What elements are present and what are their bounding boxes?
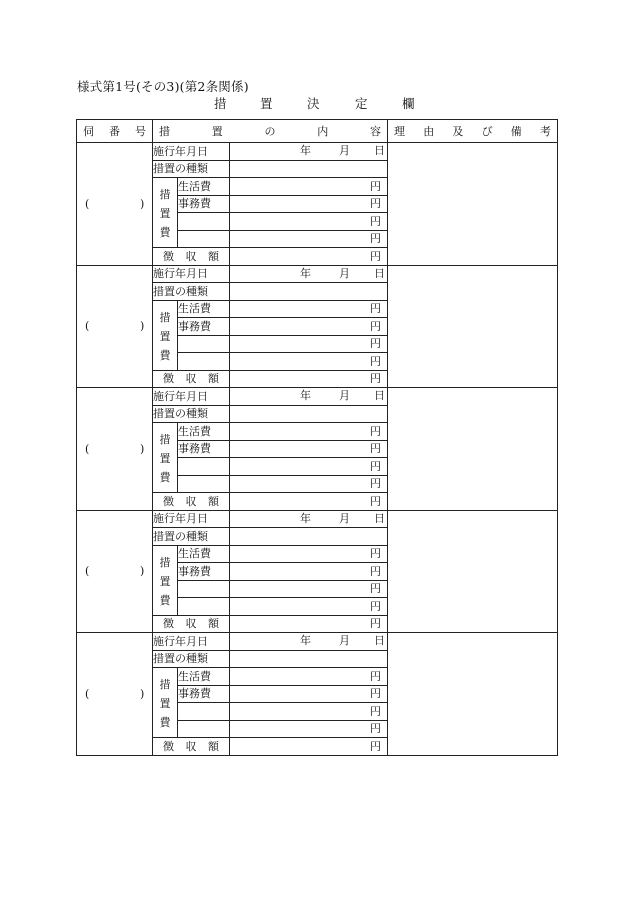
header-reason-remarks: 理 由 及 び 備 考 <box>388 120 558 143</box>
measure-type-value[interactable] <box>230 283 388 301</box>
collection-amount-value[interactable]: 円 <box>230 370 388 388</box>
measure-type-label: 措置の種類 <box>153 650 230 668</box>
inquiry-number-cell[interactable] <box>77 265 153 388</box>
blank-cost-amount[interactable]: 円 <box>230 720 388 738</box>
measure-type-label: 措置の種類 <box>153 160 230 178</box>
header-inquiry-number: 伺 番 号 <box>77 120 153 143</box>
measure-type-value[interactable] <box>230 405 388 423</box>
date-month-unit: 月 <box>339 511 350 525</box>
date-month-unit: 月 <box>339 266 350 280</box>
enforcement-date-value[interactable] <box>230 265 388 283</box>
open-paren: ( <box>85 687 90 701</box>
date-day-unit: 日 <box>374 511 385 525</box>
reason-remarks-cell[interactable] <box>388 633 558 756</box>
inquiry-number-cell[interactable] <box>77 633 153 756</box>
close-paren: ) <box>140 442 145 456</box>
office-cost-label: 事務費 <box>178 440 230 458</box>
blank-cost-label[interactable] <box>178 458 230 476</box>
open-paren: ( <box>85 319 90 333</box>
living-cost-amount[interactable]: 円 <box>230 545 388 563</box>
enforcement-date-label: 施行年月日 <box>153 388 230 406</box>
living-cost-amount[interactable]: 円 <box>230 300 388 318</box>
measure-type-value[interactable] <box>230 528 388 546</box>
title-char: 措 <box>214 96 227 111</box>
collection-amount-value[interactable]: 円 <box>230 738 388 756</box>
measure-cost-label: 措 置 費 <box>153 668 178 738</box>
enforcement-date-value[interactable] <box>230 510 388 528</box>
close-paren: ) <box>140 564 145 578</box>
blank-cost-amount[interactable]: 円 <box>230 475 388 493</box>
inquiry-number-cell[interactable] <box>77 388 153 511</box>
blank-cost-amount[interactable]: 円 <box>230 335 388 353</box>
reason-remarks-cell[interactable] <box>388 143 558 266</box>
measure-cost-label: 措 置 費 <box>153 423 178 493</box>
blank-cost-label[interactable] <box>178 230 230 248</box>
living-cost-label: 生活費 <box>178 178 230 196</box>
date-day-unit: 日 <box>374 634 385 647</box>
measure-cost-label: 措 置 費 <box>153 178 178 248</box>
enforcement-date-label: 施行年月日 <box>153 510 230 528</box>
blank-cost-label[interactable] <box>178 598 230 616</box>
title-char: 定 <box>355 96 368 111</box>
office-cost-label: 事務費 <box>178 195 230 213</box>
blank-cost-label[interactable] <box>178 475 230 493</box>
enforcement-date-value[interactable] <box>230 388 388 406</box>
date-year-unit: 年 <box>300 389 311 402</box>
decision-table-body <box>77 120 558 756</box>
date-month-unit: 月 <box>339 144 350 157</box>
office-cost-label: 事務費 <box>178 563 230 581</box>
inquiry-number-cell[interactable] <box>77 510 153 633</box>
blank-cost-label[interactable] <box>178 353 230 371</box>
office-cost-amount[interactable]: 円 <box>230 685 388 703</box>
date-year-unit: 年 <box>300 634 311 647</box>
measure-type-label: 措置の種類 <box>153 405 230 423</box>
reason-remarks-cell[interactable] <box>388 265 558 388</box>
measure-type-value[interactable] <box>230 160 388 178</box>
date-row <box>77 265 558 283</box>
inquiry-number-cell[interactable] <box>77 143 153 266</box>
living-cost-amount[interactable]: 円 <box>230 668 388 686</box>
open-paren: ( <box>85 197 90 211</box>
blank-cost-label[interactable] <box>178 213 230 231</box>
collection-amount-label: 徴 収 額 <box>153 615 230 633</box>
living-cost-label: 生活費 <box>178 423 230 441</box>
living-cost-label: 生活費 <box>178 300 230 318</box>
enforcement-date-value[interactable] <box>230 143 388 161</box>
office-cost-label: 事務費 <box>178 318 230 336</box>
date-month-unit: 月 <box>339 389 350 402</box>
title-char: 置 <box>260 96 273 111</box>
measure-cost-label: 措 置 費 <box>153 300 178 370</box>
title-char: 欄 <box>402 96 415 111</box>
open-paren: ( <box>85 442 90 456</box>
blank-cost-amount[interactable]: 円 <box>230 353 388 371</box>
date-month-unit: 月 <box>339 634 350 647</box>
collection-amount-label: 徴 収 額 <box>153 248 230 266</box>
date-year-unit: 年 <box>300 511 311 525</box>
header-measure-content: 措 置 の 内 容 <box>153 120 388 143</box>
table-header-row <box>77 120 558 143</box>
date-day-unit: 日 <box>374 144 385 157</box>
blank-cost-label[interactable] <box>178 720 230 738</box>
blank-cost-label[interactable] <box>178 580 230 598</box>
collection-amount-value[interactable]: 円 <box>230 493 388 511</box>
blank-cost-amount[interactable]: 円 <box>230 598 388 616</box>
date-year-unit: 年 <box>300 266 311 280</box>
open-paren: ( <box>85 564 90 578</box>
date-day-unit: 日 <box>374 389 385 402</box>
date-row <box>77 510 558 528</box>
office-cost-amount[interactable]: 円 <box>230 195 388 213</box>
enforcement-date-label: 施行年月日 <box>153 633 230 651</box>
blank-cost-amount[interactable]: 円 <box>230 213 388 231</box>
date-row <box>77 143 558 161</box>
enforcement-date-value[interactable] <box>230 633 388 651</box>
office-cost-amount[interactable]: 円 <box>230 440 388 458</box>
collection-amount-label: 徴 収 額 <box>153 738 230 756</box>
blank-cost-amount[interactable]: 円 <box>230 230 388 248</box>
living-cost-amount[interactable]: 円 <box>230 178 388 196</box>
collection-amount-value[interactable]: 円 <box>230 615 388 633</box>
blank-cost-amount[interactable]: 円 <box>230 580 388 598</box>
date-row <box>77 633 558 651</box>
form-number-label: 様式第1号(その3)(第2条関係) <box>77 79 249 94</box>
close-paren: ) <box>140 687 145 701</box>
date-row <box>77 388 558 406</box>
reason-remarks-cell[interactable] <box>388 510 558 633</box>
measure-type-value[interactable] <box>230 650 388 668</box>
enforcement-date-label: 施行年月日 <box>153 265 230 283</box>
measure-type-label: 措置の種類 <box>153 283 230 301</box>
title-char: 決 <box>307 96 320 111</box>
blank-cost-label[interactable] <box>178 335 230 353</box>
blank-cost-label[interactable] <box>178 703 230 721</box>
enforcement-date-label: 施行年月日 <box>153 143 230 161</box>
collection-amount-label: 徴 収 額 <box>153 370 230 388</box>
office-cost-amount[interactable]: 円 <box>230 563 388 581</box>
close-paren: ) <box>140 319 145 333</box>
measure-type-label: 措置の種類 <box>153 528 230 546</box>
measure-cost-label: 措 置 費 <box>153 545 178 615</box>
office-cost-amount[interactable]: 円 <box>230 318 388 336</box>
living-cost-amount[interactable]: 円 <box>230 423 388 441</box>
close-paren: ) <box>140 197 145 211</box>
blank-cost-amount[interactable]: 円 <box>230 458 388 476</box>
blank-cost-amount[interactable]: 円 <box>230 703 388 721</box>
decision-table <box>76 119 558 756</box>
living-cost-label: 生活費 <box>178 545 230 563</box>
reason-remarks-cell[interactable] <box>388 388 558 511</box>
date-day-unit: 日 <box>374 266 385 280</box>
collection-amount-value[interactable]: 円 <box>230 248 388 266</box>
date-year-unit: 年 <box>300 144 311 157</box>
collection-amount-label: 徴 収 額 <box>153 493 230 511</box>
living-cost-label: 生活費 <box>178 668 230 686</box>
office-cost-label: 事務費 <box>178 685 230 703</box>
